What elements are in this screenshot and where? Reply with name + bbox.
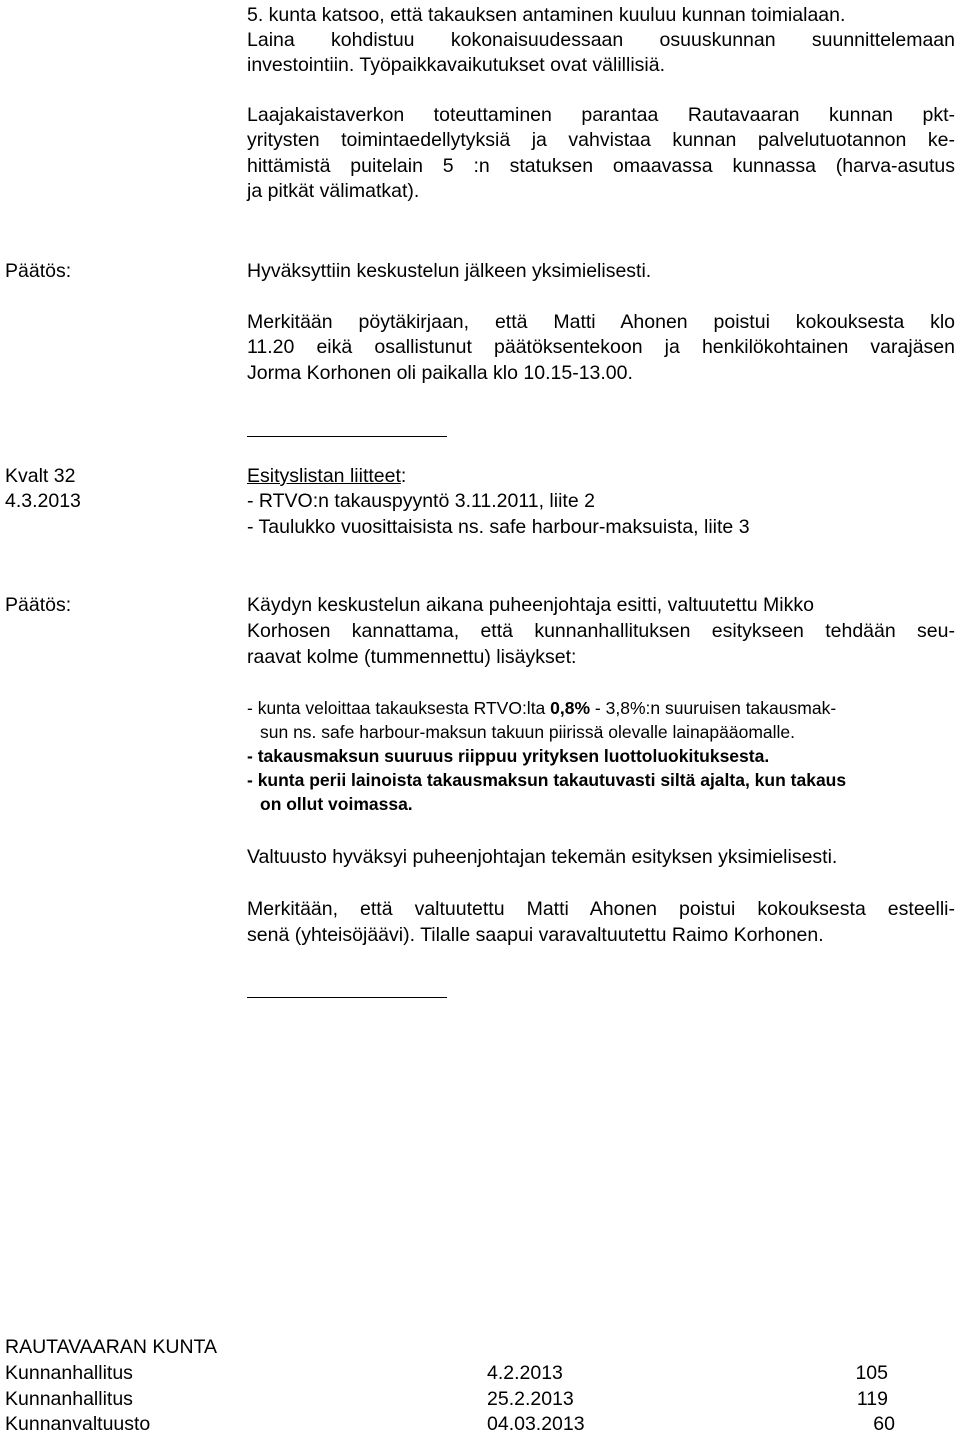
decision-intro-line: raavat kolme (tummennettu) lisäykset: (247, 646, 577, 668)
footer-body: Kunnanhallitus (5, 1388, 133, 1410)
addition-rate: 0,8% (550, 698, 591, 718)
footer-org: RAUTAVAARAN KUNTA (5, 1336, 217, 1358)
meeting-reference: Kvalt 32 (5, 465, 76, 487)
note-line: Merkitään, että valtuutettu Matti Ahonen poistui kokouksesta esteelli- (247, 898, 955, 920)
paragraph-line: hittämistä puitelain 5 :n statuksen omaavassa kunnassa (harva-asutus (247, 155, 955, 177)
attachments-heading (247, 467, 406, 487)
section-divider (247, 997, 447, 998)
decision-intro-line: Korhosen kannattama, että kunnanhallituksen esitykseen tehdään seu- (247, 620, 955, 642)
decision-intro-line: Käydyn keskustelun aikana puheenjohtaja esitti, valtuutettu Mikko (247, 594, 814, 616)
paragraph-line: yritysten toimintaedellytyksiä ja vahvistaa kunnan palvelutuotannon ke- (247, 129, 955, 151)
decision-label: Päätös: (5, 594, 72, 616)
footer-date: 4.2.2013 (487, 1362, 563, 1384)
attachments-heading-text: Esityslistan liitteet (247, 465, 401, 487)
note-line: Jorma Korhonen oli paikalla klo 10.15-13.00. (247, 362, 633, 384)
addition-item-2: - takausmaksun suuruus riippuu yrityksen luottoluokituksesta. (247, 746, 770, 766)
addition-text: - kunta veloittaa takauksesta RTVO:lta (247, 698, 551, 718)
paragraph-line: ja pitkät välimatkat). (247, 180, 420, 202)
addition-item-3: - kunta perii lainoista takausmaksun takautuvasti siltä ajalta, kun takaus (247, 770, 847, 790)
approval-text: Valtuusto hyväksyi puheenjohtajan tekemän esityksen yksimielisesti. (247, 846, 838, 868)
note-line: 11.20 eikä osallistunut päätöksentekoon ja henkilökohtainen varajäsen (247, 336, 955, 358)
note-line: Merkitään pöytäkirjaan, että Matti Ahonen poistui kokouksesta klo (247, 311, 955, 333)
paragraph-line: Laajakaistaverkon toteuttaminen parantaa Rautavaaran kunnan pkt- (247, 104, 955, 126)
addition-item-1-cont: sun ns. safe harbour-maksun takuun piirissä olevalle lainapääomalle. (260, 722, 796, 742)
decision-text: Hyväksyttiin keskustelun jälkeen yksimielisesti. (247, 260, 652, 282)
footer-page: 119 (856, 1388, 888, 1410)
addition-text: - 3,8%:n suuruisen takausmak- (590, 698, 837, 718)
addition-item-1 (247, 700, 836, 718)
meeting-date: 4.3.2013 (5, 490, 81, 512)
attachment-item: - Taulukko vuosittaisista ns. safe harbour-maksuista, liite 3 (247, 516, 750, 538)
attachments-heading-colon: : (400, 465, 407, 487)
paragraph-line: 5. kunta katsoo, että takauksen antaminen kuuluu kunnan toimialaan. (247, 4, 846, 26)
footer-body: Kunnanvaltuusto (5, 1413, 151, 1435)
paragraph-line: investointiin. Työpaikkavaikutukset ovat välillisiä. (247, 54, 666, 76)
footer-page: 105 (855, 1362, 888, 1384)
attachment-item: - RTVO:n takauspyyntö 3.11.2011, liite 2 (247, 490, 595, 512)
addition-item-3-cont: on ollut voimassa. (260, 794, 413, 814)
decision-label: Päätös: (5, 260, 72, 282)
footer-date: 04.03.2013 (487, 1413, 585, 1435)
section-divider (247, 436, 447, 437)
paragraph-line: Laina kohdistuu kokonaisuudessaan osuuskunnan suunnittelemaan (247, 29, 955, 51)
footer-body: Kunnanhallitus (5, 1362, 133, 1384)
note-line: senä (yhteisöjäävi). Tilalle saapui varavaltuutettu Raimo Korhonen. (247, 924, 824, 946)
footer-date: 25.2.2013 (487, 1388, 574, 1410)
footer-page: 60 (873, 1413, 895, 1435)
